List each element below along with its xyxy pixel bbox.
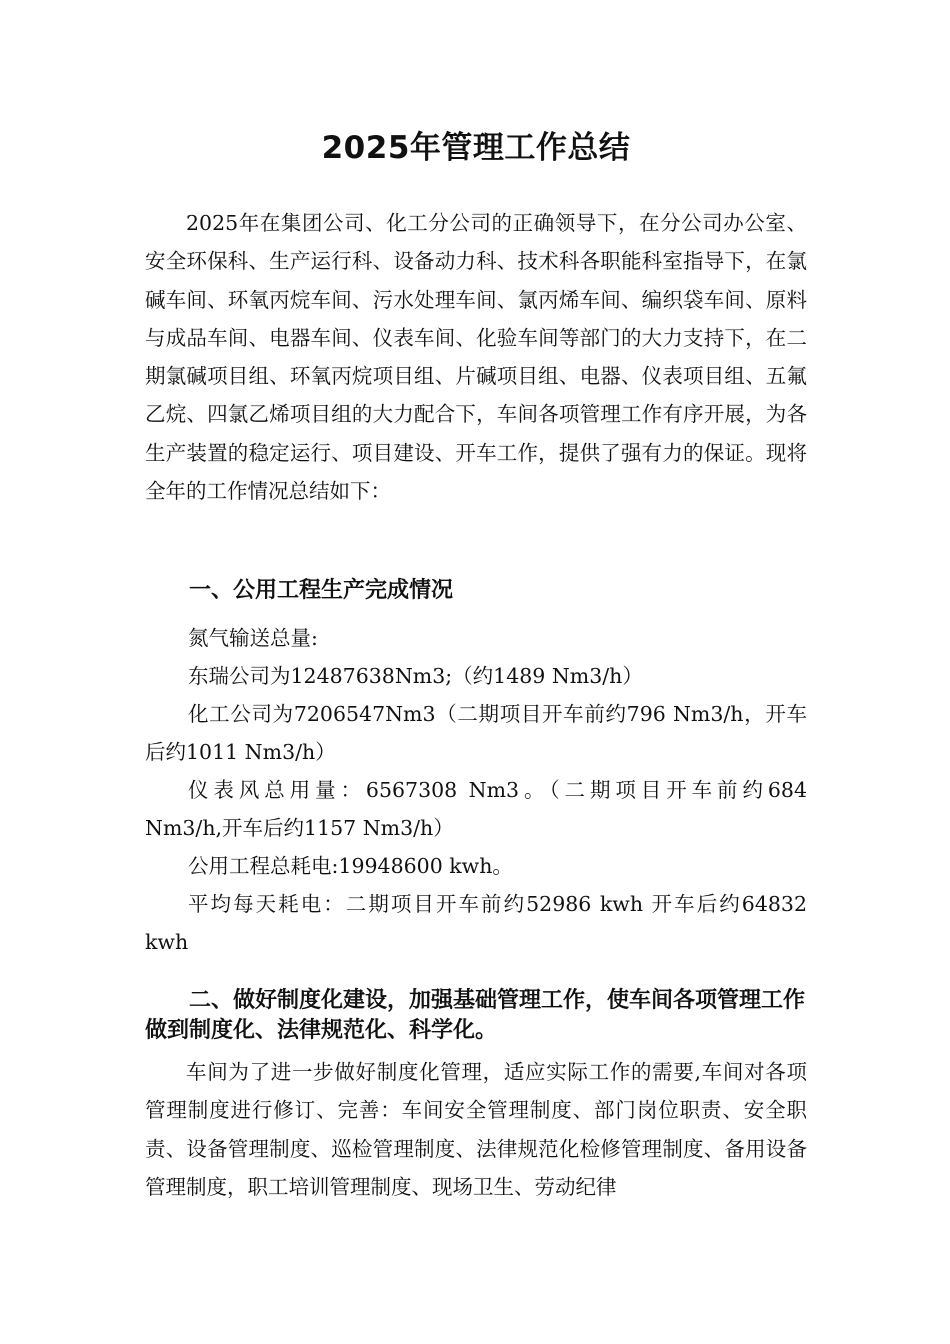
document-title: 2025年管理工作总结 bbox=[321, 130, 631, 166]
nitrogen-label: 氮气输送总量: bbox=[188, 626, 318, 650]
dongrui-line: 东瑞公司为12487638Nm3;（约1489 Nm3/h） bbox=[188, 664, 643, 688]
intro-paragraph: 2025年在集团公司、化工分公司的正确领导下，在分公司办公室、安全环保科、生产运行科、设备动力科、技术科各职能科室指导下，在氯碱车间、环氧丙烷车间、污水处理车间、氯丙烯车间、编织袋车间、原料与成品车间、电器车间、仪表车间、化验车间等部门的大力支持下，在二期氯碱项目组、环氧丙烷项目组、片碱项目组、电器、仪表项目组、五氟乙烷、四氯乙烯项目组的大力配合下，车间各项管理工作有序开展，为各生产装置的稳定运行、项目建设、开车工作，提供了强有力的保证。现将全年的工作情况总结如下： bbox=[145, 211, 807, 504]
daily-power-line-1: 平均每天耗电：二期项目开车前约52986 kwh 开车后约64832 bbox=[188, 892, 807, 916]
section-1-heading: 一、公用工程生产完成情况 bbox=[189, 578, 454, 603]
huagong-line-2: 后约1011 Nm3/h） bbox=[145, 740, 336, 764]
instrument-air-line-2: Nm3/h,开车后约1157 Nm3/h） bbox=[145, 816, 454, 840]
power-total-line: 公用工程总耗电:19948600 kwh。 bbox=[188, 854, 513, 878]
section-2-heading: 二、做好制度化建设，加强基础管理工作，使车间各项管理工作做到制度化、法律规范化、科学化。 bbox=[145, 988, 806, 1043]
daily-power-line-2: kwh bbox=[145, 930, 189, 954]
huagong-line-1: 化工公司为7206547Nm3（二期项目开车前约796 Nm3/h，开车 bbox=[188, 702, 807, 726]
instrument-air-line-1: 仪表风总用量：6567308 Nm3。（二期项目开车前约684 bbox=[188, 778, 807, 802]
section-2-paragraph: 车间为了进一步做好制度化管理，适应实际工作的需要,车间对各项管理制度进行修订、完善：车间安全管理制度、部门岗位职责、安全职责、设备管理制度、巡检管理制度、法律规范化检修管理制度、备用设备管理制度，职工培训管理制度、现场卫生、劳动纪律 bbox=[145, 1060, 807, 1199]
